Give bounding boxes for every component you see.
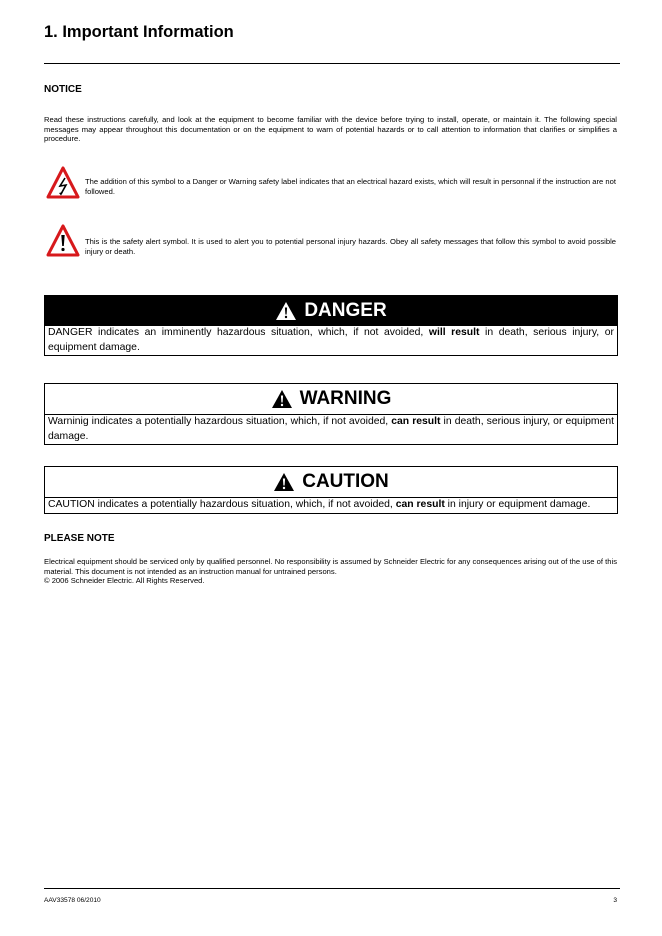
notice-intro: Read these instructions carefully, and look at the equipment to become familiar with the device before trying to install, operate, or maintain it. The following special messages may appear throughout this documentation or on the equipment to warn of potential hazards or to call attention to information that clarifies or simplifies a procedure. [44, 115, 617, 144]
danger-header [45, 296, 617, 326]
please-note-heading: PLEASE NOTE [44, 533, 115, 544]
warning-description: Warninig indicates a potentially hazardous situation, which, if not avoided, can result in death, serious injury, or equipment damage. [48, 416, 615, 442]
page-title: 1. Important Information [44, 23, 234, 41]
caution-header [45, 467, 617, 498]
safety-alert-icon [46, 224, 80, 258]
electrical-hazard-description: The addition of this symbol to a Danger or Warning safety label indicates that an electrical hazard exists, which will result in personnal if the instruction are not followed. [85, 177, 616, 196]
danger-title: DANGER [304, 300, 387, 321]
warning-title: WARNING [299, 388, 392, 409]
notice-heading: NOTICE [44, 84, 82, 95]
electrical-hazard-icon [46, 166, 80, 200]
please-note-body [44, 557, 617, 586]
warning-alert-icon [271, 389, 293, 409]
warning-header [45, 384, 617, 415]
please-note-text: Electrical equipment should be serviced only by qualified personnel. No responsibility is assumed by Schneider Electric for any consequences arising out of the use of this material. This document is not intended as an instruction manual for untrained persons. [44, 557, 617, 576]
safety-alert-description: This is the safety alert symbol. It is used to alert you to potential personal injury hazards. Obey all safety messages that follow this symbol to avoid possible injury or death. [85, 237, 616, 256]
caution-alert-icon [273, 472, 295, 492]
caution-title: CAUTION [302, 471, 389, 492]
title-divider [44, 63, 620, 64]
footer-divider [44, 888, 620, 889]
caution-description: CAUTION indicates a potentially hazardous situation, which, if not avoided, can result in injury or equipment damage. [48, 499, 591, 510]
danger-description: DANGER indicates an imminently hazardous situation, which, if not avoided, will result in death, serious injury, or equipment damage. [48, 327, 614, 353]
warning-message-box [44, 383, 618, 445]
danger-message-box [44, 295, 618, 356]
footer-doc-ref: AAV33578 06/2010 [44, 897, 101, 904]
copyright-notice: © 2006 Schneider Electric. All Rights Reserved. [44, 576, 205, 586]
caution-message-box [44, 466, 618, 514]
footer-page-number: 3 [613, 897, 617, 904]
danger-alert-icon [275, 301, 297, 321]
